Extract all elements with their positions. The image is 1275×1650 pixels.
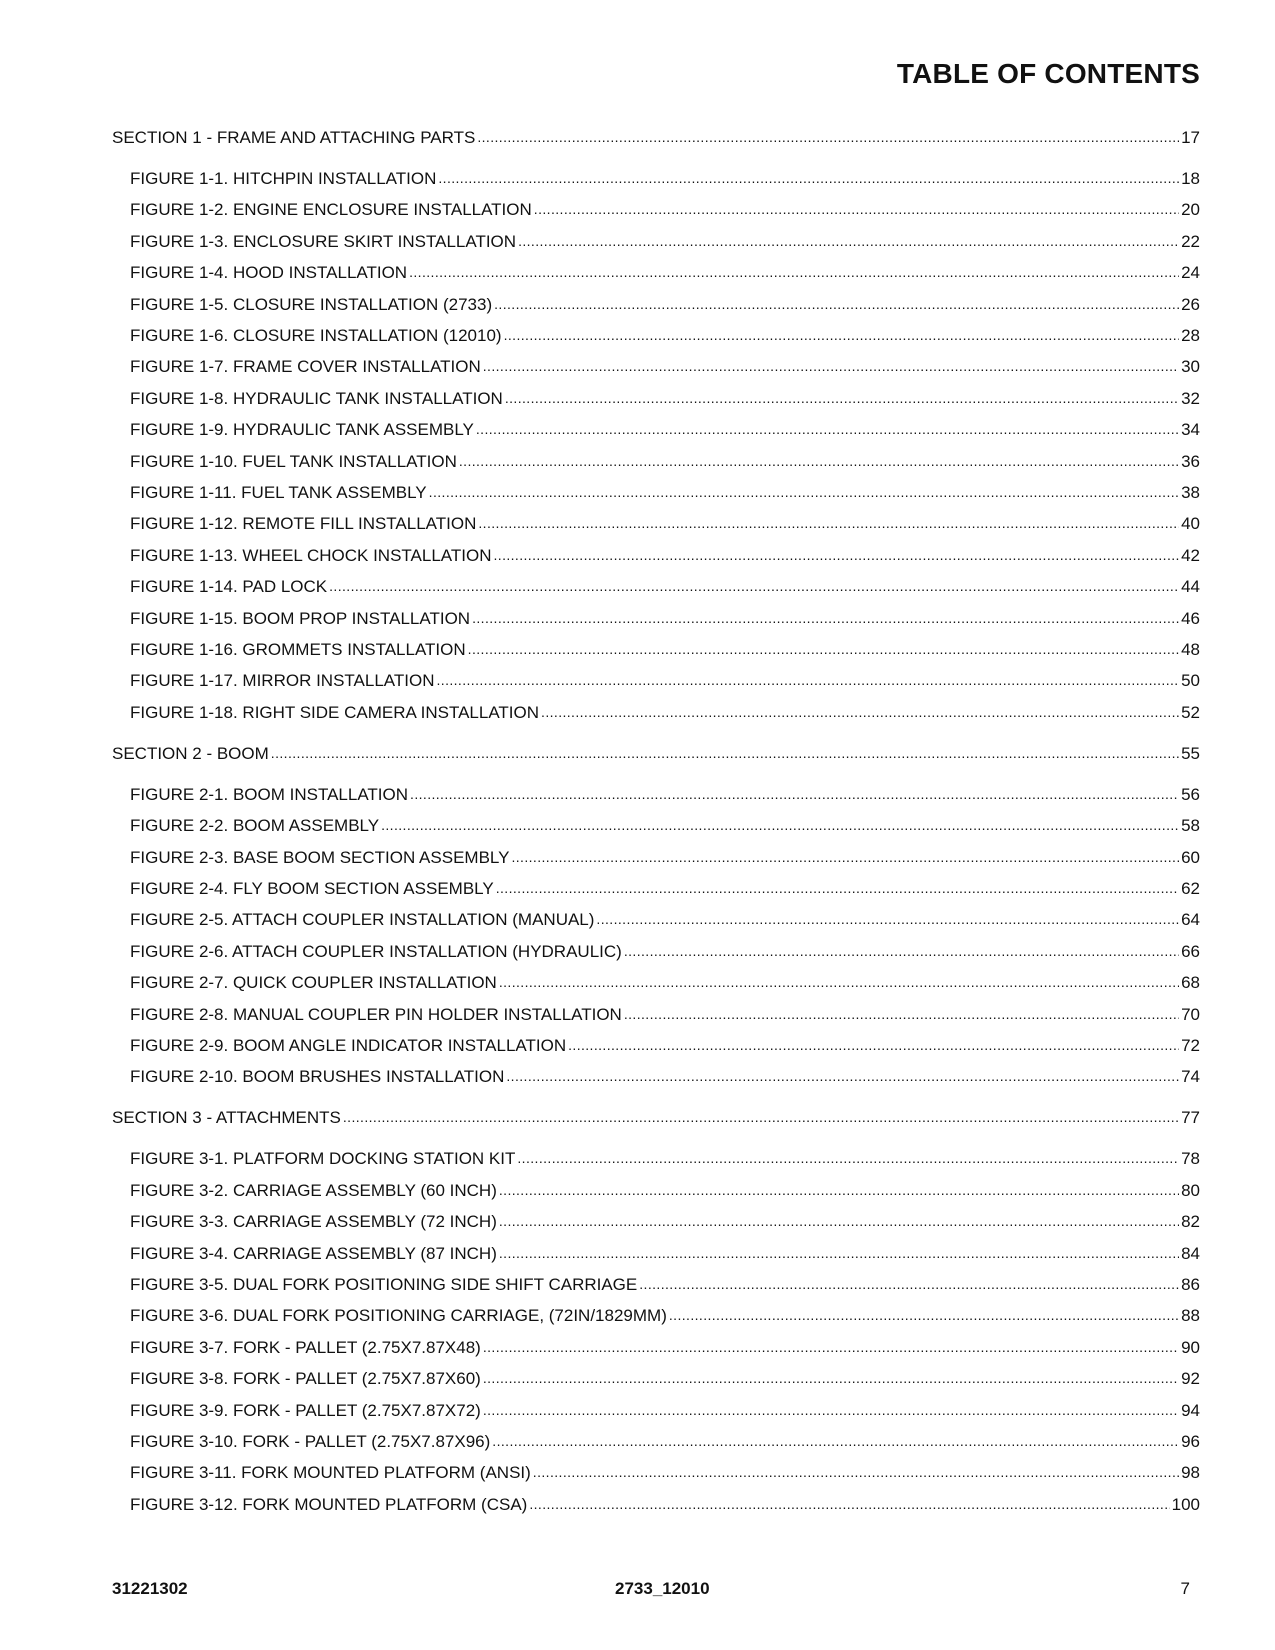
toc-figure-entry[interactable] — [130, 357, 1200, 377]
dot-leader — [529, 1494, 1169, 1514]
entry-label: FIGURE 3-4. CARRIAGE ASSEMBLY (87 INCH) — [130, 1244, 497, 1263]
entry-label: SECTION 3 - ATTACHMENTS — [112, 1108, 341, 1127]
entry-label: FIGURE 1-15. BOOM PROP INSTALLATION — [130, 609, 471, 628]
entry-label: FIGURE 1-16. GROMMETS INSTALLATION — [130, 640, 466, 659]
toc-figure-entry[interactable] — [130, 295, 1200, 315]
entry-page-number: 42 — [1181, 546, 1200, 565]
entry-page-number: 18 — [1181, 169, 1200, 188]
entry-label: FIGURE 1-9. HYDRAULIC TANK ASSEMBLY — [130, 420, 474, 439]
entry-label: FIGURE 1-14. PAD LOCK — [130, 577, 328, 596]
dot-leader — [492, 1431, 1179, 1451]
dot-leader — [669, 1305, 1179, 1325]
entry-page-number: 80 — [1181, 1181, 1200, 1200]
entry-page-number: 64 — [1181, 910, 1200, 929]
dot-leader — [506, 1066, 1179, 1086]
dot-leader — [410, 784, 1179, 804]
dot-leader — [499, 1243, 1179, 1263]
toc-figure-entry[interactable] — [130, 577, 1200, 597]
dot-leader — [483, 1368, 1179, 1388]
dot-leader — [271, 743, 1179, 763]
entry-label: FIGURE 2-6. ATTACH COUPLER INSTALLATION (HYDRAULIC) — [130, 942, 622, 961]
dot-leader — [624, 1004, 1179, 1024]
dot-leader — [468, 639, 1179, 659]
toc-figure-entry[interactable] — [130, 1338, 1200, 1358]
entry-page-number: 44 — [1181, 577, 1200, 596]
toc-figure-entry[interactable] — [130, 1067, 1200, 1087]
toc-section-entry[interactable] — [112, 744, 1200, 764]
entry-page-number: 56 — [1181, 785, 1200, 804]
entry-label: FIGURE 3-9. FORK - PALLET (2.75X7.87X72) — [130, 1401, 481, 1420]
dot-leader — [483, 356, 1179, 376]
entry-page-number: 92 — [1181, 1369, 1200, 1388]
entry-page-number: 100 — [1171, 1495, 1200, 1514]
toc-figure-entry[interactable] — [130, 389, 1200, 409]
entry-page-number: 30 — [1181, 357, 1200, 376]
entry-page-number: 32 — [1181, 389, 1200, 408]
dot-leader — [534, 199, 1179, 219]
toc-figure-entry[interactable] — [130, 785, 1200, 805]
toc-figure-entry[interactable] — [130, 910, 1200, 930]
entry-label: FIGURE 1-10. FUEL TANK INSTALLATION — [130, 452, 457, 471]
entry-label: FIGURE 3-12. FORK MOUNTED PLATFORM (CSA) — [130, 1495, 528, 1514]
toc-figure-entry[interactable] — [130, 1306, 1200, 1326]
entry-page-number: 84 — [1181, 1244, 1200, 1263]
entry-page-number: 96 — [1181, 1432, 1200, 1451]
dot-leader — [329, 576, 1179, 596]
entry-label: FIGURE 1-7. FRAME COVER INSTALLATION — [130, 357, 481, 376]
entry-page-number: 26 — [1181, 295, 1200, 314]
entry-page-number: 98 — [1181, 1463, 1200, 1482]
entry-page-number: 60 — [1181, 848, 1200, 867]
entry-label: FIGURE 2-8. MANUAL COUPLER PIN HOLDER INSTALLATION — [130, 1005, 622, 1024]
toc-figure-entry[interactable] — [130, 879, 1200, 899]
entry-page-number: 70 — [1181, 1005, 1200, 1024]
toc-section-entry[interactable] — [112, 1108, 1200, 1128]
dot-leader — [483, 1400, 1179, 1420]
entry-label: FIGURE 1-3. ENCLOSURE SKIRT INSTALLATION — [130, 232, 517, 251]
entry-page-number: 22 — [1181, 232, 1200, 251]
toc-figure-entry[interactable] — [130, 200, 1200, 220]
entry-page-number: 34 — [1181, 420, 1200, 439]
entry-label: FIGURE 3-8. FORK - PALLET (2.75X7.87X60) — [130, 1369, 481, 1388]
dot-leader — [381, 815, 1179, 835]
toc-figure-entry[interactable] — [130, 546, 1200, 566]
dot-leader — [436, 670, 1179, 690]
dot-leader — [478, 513, 1179, 533]
entry-page-number: 66 — [1181, 942, 1200, 961]
toc-figure-entry[interactable] — [130, 942, 1200, 962]
toc-figure-entry[interactable] — [130, 514, 1200, 534]
toc-figure-entry[interactable] — [130, 671, 1200, 691]
entry-page-number: 77 — [1181, 1108, 1200, 1127]
dot-leader — [477, 127, 1179, 147]
dot-leader — [493, 545, 1179, 565]
toc-figure-entry[interactable] — [130, 1149, 1200, 1169]
entry-label: FIGURE 1-2. ENGINE ENCLOSURE INSTALLATION — [130, 200, 532, 219]
dot-leader — [343, 1107, 1179, 1127]
entry-page-number: 78 — [1181, 1149, 1200, 1168]
page-number: 7 — [1180, 1579, 1190, 1598]
entry-label: FIGURE 3-1. PLATFORM DOCKING STATION KIT — [130, 1149, 516, 1168]
dot-leader — [511, 847, 1179, 867]
entry-page-number: 58 — [1181, 816, 1200, 835]
entry-label: FIGURE 2-3. BASE BOOM SECTION ASSEMBLY — [130, 848, 510, 867]
toc-figure-entry[interactable] — [130, 1369, 1200, 1389]
dot-leader — [504, 325, 1179, 345]
toc-figure-entry[interactable] — [130, 1275, 1200, 1295]
dot-leader — [541, 702, 1179, 722]
entry-label: FIGURE 1-6. CLOSURE INSTALLATION (12010) — [130, 326, 502, 345]
dot-leader — [596, 909, 1179, 929]
entry-page-number: 40 — [1181, 514, 1200, 533]
dot-leader — [409, 262, 1179, 282]
entry-page-number: 38 — [1181, 483, 1200, 502]
entry-page-number: 50 — [1181, 671, 1200, 690]
toc-section-entry[interactable] — [112, 128, 1200, 148]
dot-leader — [639, 1274, 1179, 1294]
toc-figure-entry[interactable] — [130, 848, 1200, 868]
dot-leader — [624, 941, 1179, 961]
toc-figure-entry[interactable] — [130, 1244, 1200, 1264]
entry-label: FIGURE 2-5. ATTACH COUPLER INSTALLATION (MANUAL) — [130, 910, 595, 929]
entry-label: FIGURE 1-8. HYDRAULIC TANK INSTALLATION — [130, 389, 503, 408]
entry-page-number: 24 — [1181, 263, 1200, 282]
entry-page-number: 86 — [1181, 1275, 1200, 1294]
entry-label: FIGURE 3-10. FORK - PALLET (2.75X7.87X96) — [130, 1432, 491, 1451]
entry-page-number: 20 — [1181, 200, 1200, 219]
toc-figure-entry[interactable] — [130, 703, 1200, 723]
entry-label: SECTION 1 - FRAME AND ATTACHING PARTS — [112, 128, 476, 147]
dot-leader — [459, 451, 1179, 471]
entry-page-number: 17 — [1181, 128, 1200, 147]
toc-figure-entry[interactable] — [130, 816, 1200, 836]
entry-label: FIGURE 1-4. HOOD INSTALLATION — [130, 263, 408, 282]
dot-leader — [476, 419, 1179, 439]
toc-figure-entry[interactable] — [130, 1401, 1200, 1421]
model-designation: 2733_12010 — [615, 1579, 710, 1598]
dot-leader — [518, 231, 1179, 251]
entry-page-number: 28 — [1181, 326, 1200, 345]
entry-label: FIGURE 3-6. DUAL FORK POSITIONING CARRIAGE, (72IN/1829MM) — [130, 1306, 667, 1325]
entry-page-number: 94 — [1181, 1401, 1200, 1420]
entry-label: FIGURE 2-4. FLY BOOM SECTION ASSEMBLY — [130, 879, 494, 898]
toc-figure-entry[interactable] — [130, 1495, 1200, 1515]
entry-page-number: 74 — [1181, 1067, 1200, 1086]
entry-label: FIGURE 3-7. FORK - PALLET (2.75X7.87X48) — [130, 1338, 481, 1357]
toc-figure-entry[interactable] — [130, 1181, 1200, 1201]
toc-figure-entry[interactable] — [130, 263, 1200, 283]
toc-figure-entry[interactable] — [130, 640, 1200, 660]
entry-label: FIGURE 3-3. CARRIAGE ASSEMBLY (72 INCH) — [130, 1212, 497, 1231]
entry-page-number: 82 — [1181, 1212, 1200, 1231]
toc-figure-entry[interactable] — [130, 1212, 1200, 1232]
entry-page-number: 90 — [1181, 1338, 1200, 1357]
dot-leader — [472, 608, 1179, 628]
entry-label: FIGURE 2-10. BOOM BRUSHES INSTALLATION — [130, 1067, 505, 1086]
entry-label: FIGURE 1-13. WHEEL CHOCK INSTALLATION — [130, 546, 492, 565]
entry-label: FIGURE 1-17. MIRROR INSTALLATION — [130, 671, 435, 690]
entry-label: FIGURE 2-1. BOOM INSTALLATION — [130, 785, 409, 804]
toc-figure-entry[interactable] — [130, 483, 1200, 503]
entry-label: FIGURE 2-9. BOOM ANGLE INDICATOR INSTALLATION — [130, 1036, 567, 1055]
entry-page-number: 36 — [1181, 452, 1200, 471]
toc-figure-entry[interactable] — [130, 452, 1200, 472]
dot-leader — [568, 1035, 1179, 1055]
entry-label: SECTION 2 - BOOM — [112, 744, 269, 763]
entry-page-number: 88 — [1181, 1306, 1200, 1325]
dot-leader — [517, 1148, 1179, 1168]
entry-label: FIGURE 2-2. BOOM ASSEMBLY — [130, 816, 380, 835]
dot-leader — [499, 972, 1179, 992]
toc-figure-entry[interactable] — [130, 609, 1200, 629]
dot-leader — [438, 168, 1179, 188]
entry-label: FIGURE 1-12. REMOTE FILL INSTALLATION — [130, 514, 477, 533]
entry-label: FIGURE 3-5. DUAL FORK POSITIONING SIDE SHIFT CARRIAGE — [130, 1275, 638, 1294]
toc-figure-entry[interactable] — [130, 420, 1200, 440]
entry-label: FIGURE 2-7. QUICK COUPLER INSTALLATION — [130, 973, 497, 992]
toc-figure-entry[interactable] — [130, 1432, 1200, 1452]
dot-leader — [533, 1462, 1179, 1482]
entry-page-number: 46 — [1181, 609, 1200, 628]
entry-label: FIGURE 1-11. FUEL TANK ASSEMBLY — [130, 483, 427, 502]
entry-page-number: 62 — [1181, 879, 1200, 898]
dot-leader — [483, 1337, 1179, 1357]
entry-label: FIGURE 1-1. HITCHPIN INSTALLATION — [130, 169, 437, 188]
entry-page-number: 55 — [1181, 744, 1200, 763]
dot-leader — [496, 878, 1179, 898]
toc-figure-entry[interactable] — [130, 1005, 1200, 1025]
entry-page-number: 68 — [1181, 973, 1200, 992]
entry-page-number: 52 — [1181, 703, 1200, 722]
toc-figure-entry[interactable] — [130, 1036, 1200, 1056]
document-number: 31221302 — [112, 1579, 188, 1598]
dot-leader — [499, 1180, 1179, 1200]
entry-page-number: 72 — [1181, 1036, 1200, 1055]
entry-page-number: 48 — [1181, 640, 1200, 659]
toc-figure-entry[interactable] — [130, 1463, 1200, 1483]
dot-leader — [429, 482, 1179, 502]
dot-leader — [505, 388, 1179, 408]
dot-leader — [499, 1211, 1179, 1231]
page-footer — [112, 1579, 1200, 1603]
entry-label: FIGURE 1-18. RIGHT SIDE CAMERA INSTALLATION — [130, 703, 540, 722]
entry-label: FIGURE 3-11. FORK MOUNTED PLATFORM (ANSI) — [130, 1463, 531, 1482]
entry-label: FIGURE 3-2. CARRIAGE ASSEMBLY (60 INCH) — [130, 1181, 497, 1200]
page-title: TABLE OF CONTENTS — [896, 58, 1200, 89]
entry-label: FIGURE 1-5. CLOSURE INSTALLATION (2733) — [130, 295, 493, 314]
toc-figure-entry[interactable] — [130, 232, 1200, 252]
toc-figure-entry[interactable] — [130, 169, 1200, 189]
dot-leader — [494, 294, 1179, 314]
toc-figure-entry[interactable] — [130, 973, 1200, 993]
toc-figure-entry[interactable] — [130, 326, 1200, 346]
